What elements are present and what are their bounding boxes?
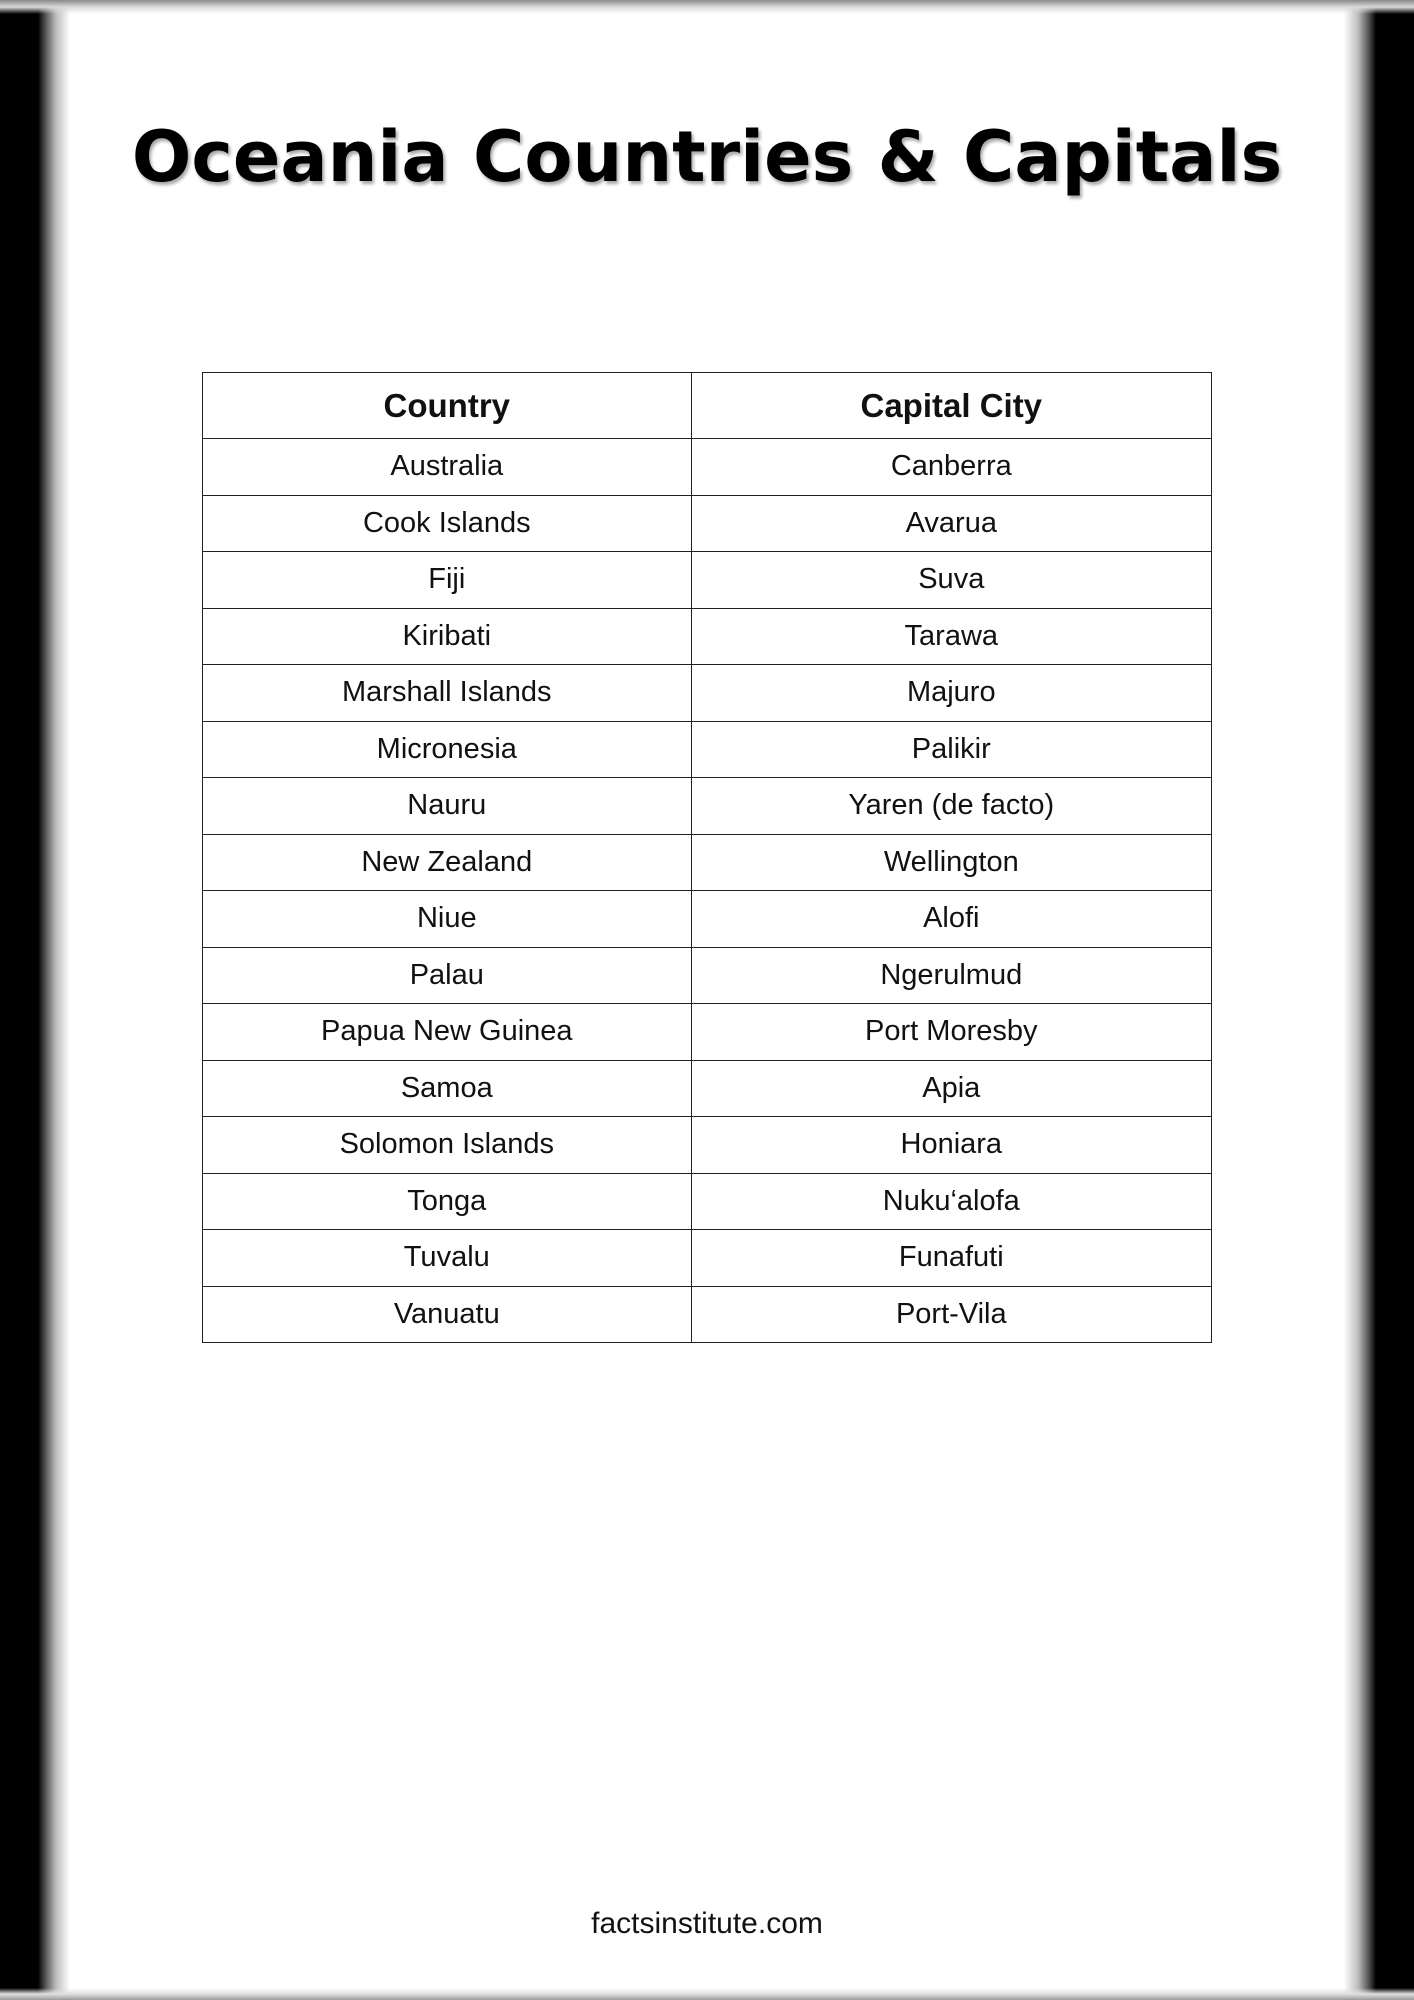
country-cell: Niue [203,891,692,948]
country-cell: New Zealand [203,834,692,891]
table-row [203,834,1212,891]
country-cell: Australia [203,439,692,496]
table-row [203,665,1212,722]
country-cell: Solomon Islands [203,1117,692,1174]
capital-cell: Canberra [691,439,1211,496]
capital-cell: Ngerulmud [691,947,1211,1004]
table-row [203,778,1212,835]
capital-cell: Wellington [691,834,1211,891]
country-cell: Marshall Islands [203,665,692,722]
page-shadow-bottom [0,1988,1414,2000]
table-row [203,1173,1212,1230]
table-row [203,608,1212,665]
capital-cell: Avarua [691,495,1211,552]
capital-cell: Nuku‘alofa [691,1173,1211,1230]
table-header-row [203,373,1212,439]
table-row [203,1060,1212,1117]
table-row [203,721,1212,778]
table-row [203,1230,1212,1287]
column-header-country: Country [203,373,692,439]
capital-cell: Funafuti [691,1230,1211,1287]
capital-cell: Yaren (de facto) [691,778,1211,835]
country-cell: Fiji [203,552,692,609]
country-cell: Samoa [203,1060,692,1117]
column-header-capital: Capital City [691,373,1211,439]
country-cell: Kiribati [203,608,692,665]
capital-cell: Port Moresby [691,1004,1211,1061]
page-shadow-top [0,0,1414,14]
table-row [203,1117,1212,1174]
capital-cell: Suva [691,552,1211,609]
capital-cell: Majuro [691,665,1211,722]
capital-cell: Alofi [691,891,1211,948]
table-row [203,891,1212,948]
page-title: Oceania Countries & Capitals [131,116,1283,198]
country-cell: Vanuatu [203,1286,692,1343]
capital-cell: Tarawa [691,608,1211,665]
page-shadow-right [1344,0,1414,2000]
table-row [203,1286,1212,1343]
table-row [203,947,1212,1004]
country-cell: Palau [203,947,692,1004]
country-cell: Cook Islands [203,495,692,552]
table-row [203,1004,1212,1061]
country-cell: Tuvalu [203,1230,692,1287]
page-shadow-left [0,0,70,2000]
capital-cell: Palikir [691,721,1211,778]
country-cell: Tonga [203,1173,692,1230]
footer-website: factsinstitute.com [591,1907,823,1940]
table-row [203,439,1212,496]
table-row [203,495,1212,552]
table-row [203,552,1212,609]
country-cell: Papua New Guinea [203,1004,692,1061]
capital-cell: Port-Vila [691,1286,1211,1343]
countries-capitals-table [202,372,1212,1343]
country-cell: Micronesia [203,721,692,778]
capital-cell: Apia [691,1060,1211,1117]
capital-cell: Honiara [691,1117,1211,1174]
country-cell: Nauru [203,778,692,835]
